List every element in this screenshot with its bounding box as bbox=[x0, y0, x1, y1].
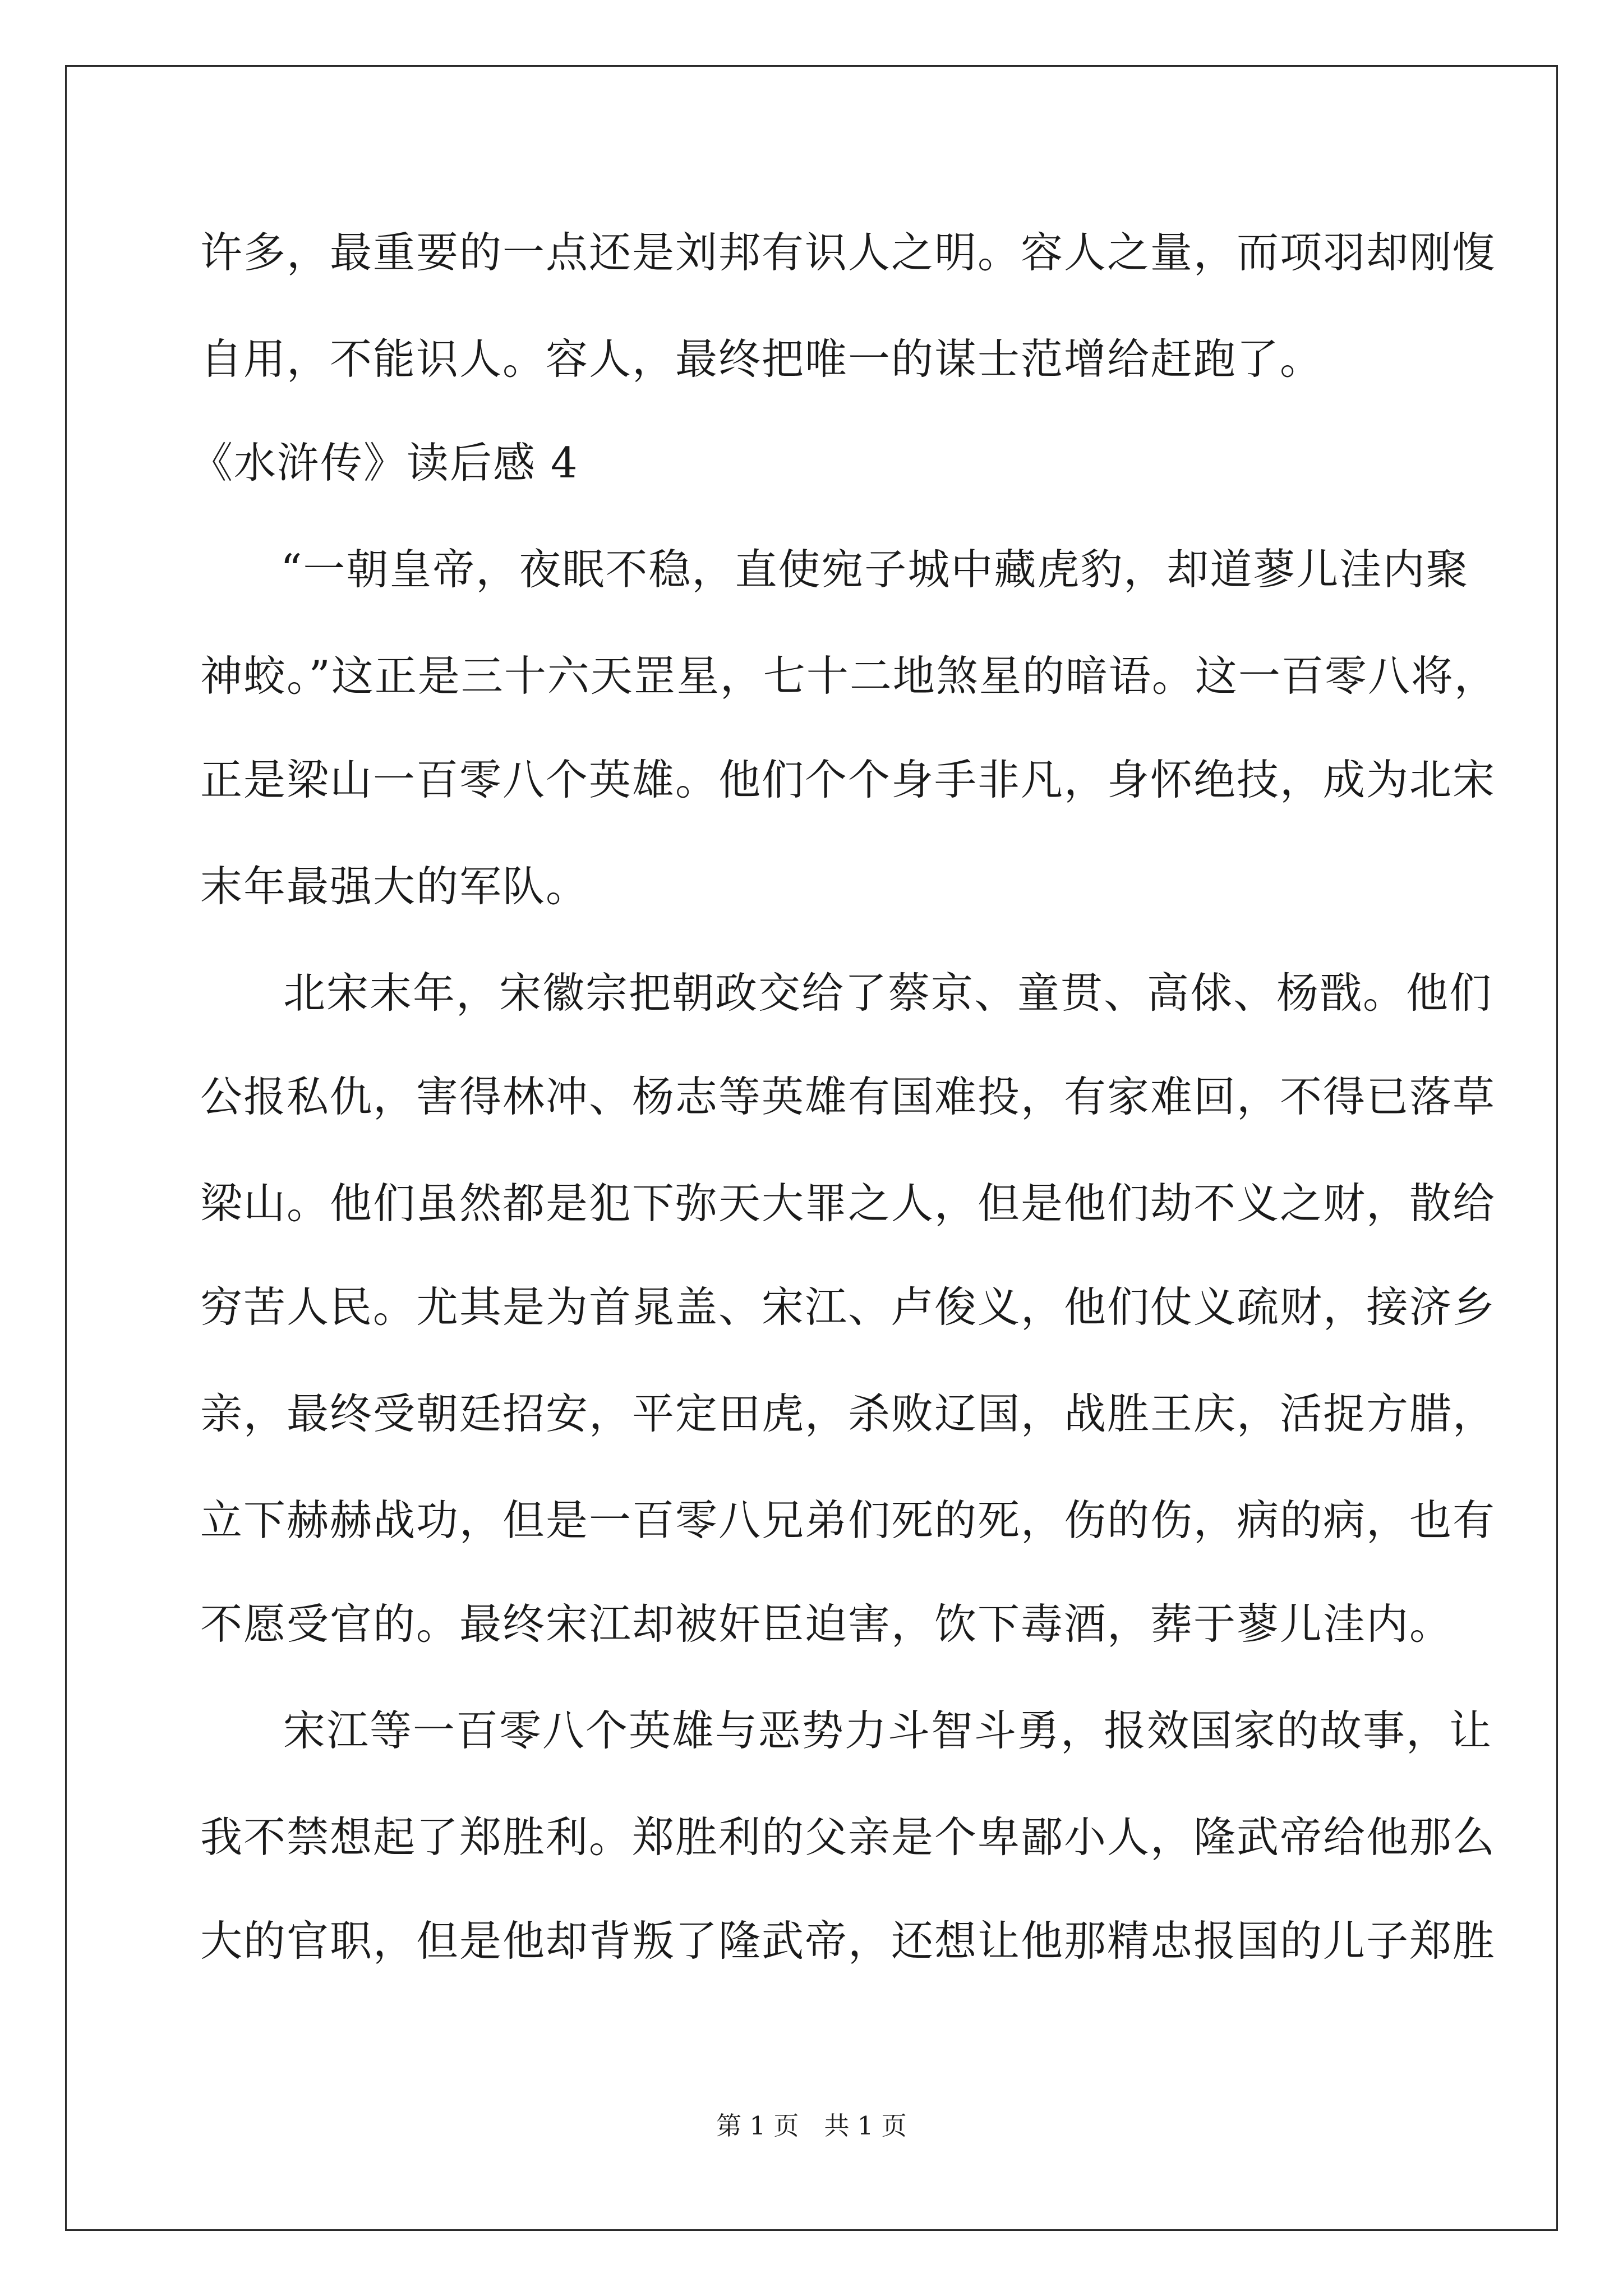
text-line: 大的官职，但是他却背叛了隆武帝，还想让他那精忠报国的儿子郑胜 bbox=[200, 1916, 1496, 1966]
text-line: 我不禁想起了郑胜利。郑胜利的父亲是个卑鄙小人，隆武帝给他那么 bbox=[200, 1812, 1496, 1862]
paragraph-first-line: 宋江等一百零八个英雄与恶势力斗智斗勇，报效国家的故事，让 bbox=[283, 1706, 1493, 1755]
page-footer: 第 1 页 共 1 页 bbox=[716, 2111, 907, 2141]
text-line: 公报私仇，害得林冲、杨志等英雄有国难投，有家难回，不得已落草 bbox=[200, 1072, 1496, 1121]
paragraph-first-line: 北宋末年，宋徽宗把朝政交给了蔡京、童贯、高俅、杨戬。他们 bbox=[283, 968, 1493, 1018]
text-line: 亲，最终受朝廷招安，平定田虎，杀败辽国，战胜王庆，活捉方腊， bbox=[200, 1389, 1496, 1438]
text-line: 梁山。他们虽然都是犯下弥天大罪之人，但是他们劫不义之财，散给 bbox=[200, 1179, 1496, 1228]
text-line: 正是梁山一百零八个英雄。他们个个身手非凡，身怀绝技，成为北宋 bbox=[200, 755, 1496, 804]
paragraph-first-line: “一朝皇帝，夜眠不稳，直使宛子城中藏虎豹，却道蓼儿洼内聚 bbox=[280, 545, 1469, 594]
text-line: 立下赫赫战功，但是一百零八兄弟们死的死，伤的伤，病的病，也有 bbox=[200, 1496, 1496, 1545]
text-line: 许多，最重要的一点还是刘邦有识人之明。容人之量，而项羽却刚愎 bbox=[200, 228, 1496, 277]
text-line: 末年最强大的军队。 bbox=[200, 862, 589, 911]
text-line: 神蛟。”这正是三十六天罡星，七十二地煞星的暗语。这一百零八将， bbox=[200, 651, 1497, 701]
text-line: 穷苦人民。尤其是为首晁盖、宋江、卢俊义，他们仗义疏财，接济乡 bbox=[200, 1282, 1496, 1332]
text-line: 自用，不能识人。容人，最终把唯一的谋士范增给赶跑了。 bbox=[200, 334, 1324, 384]
page-border bbox=[65, 65, 1558, 2231]
section-heading: 《水浒传》读后感 4 bbox=[191, 438, 579, 487]
text-line: 不愿受官的。最终宋江却被奸臣迫害，饮下毒酒，葬于蓼儿洼内。 bbox=[200, 1599, 1453, 1649]
